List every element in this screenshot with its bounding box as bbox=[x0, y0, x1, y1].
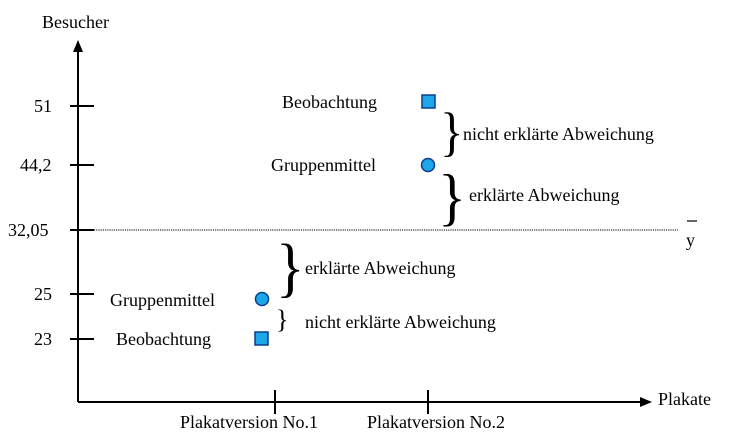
explained-brace-no2: } bbox=[438, 162, 466, 233]
group-mean-label-no2: Gruppenmittel bbox=[271, 155, 376, 175]
grand-mean-label: y bbox=[686, 230, 695, 250]
y-tick-label-23: 23 bbox=[34, 329, 52, 349]
y-tick-label-25: 25 bbox=[34, 284, 52, 304]
x-tick-label-no2: Plakatversion No.2 bbox=[367, 412, 505, 432]
y-tick-label-32-05: 32,05 bbox=[8, 220, 49, 240]
explained-label-no2: erklärte Abweichung bbox=[469, 185, 620, 205]
x-axis-label: Plakate bbox=[658, 389, 711, 409]
x-tick-label-no1: Plakatversion No.1 bbox=[180, 412, 318, 432]
unexplained-brace-no2: } bbox=[440, 102, 464, 163]
y-tick-label-51: 51 bbox=[34, 96, 52, 116]
group-mean-label-no1: Gruppenmittel bbox=[110, 290, 215, 310]
observation-label-no2: Beobachtung bbox=[282, 92, 377, 112]
observation-marker-no1 bbox=[255, 332, 268, 345]
observation-marker-no2 bbox=[422, 95, 435, 108]
observation-label-no1: Beobachtung bbox=[116, 329, 211, 349]
unexplained-brace-no1: } bbox=[276, 305, 289, 334]
unexplained-label-no1: nicht erklärte Abweichung bbox=[305, 312, 496, 332]
group-mean-marker-no2 bbox=[422, 159, 435, 172]
unexplained-label-no2: nicht erklärte Abweichung bbox=[463, 124, 654, 144]
y-tick-label-44-2: 44,2 bbox=[20, 155, 52, 175]
explained-label-no1: erklärte Abweichung bbox=[305, 258, 456, 278]
explained-brace-no1: } bbox=[276, 230, 305, 304]
group-mean-marker-no1 bbox=[256, 293, 269, 306]
y-axis-label: Besucher bbox=[42, 12, 109, 32]
